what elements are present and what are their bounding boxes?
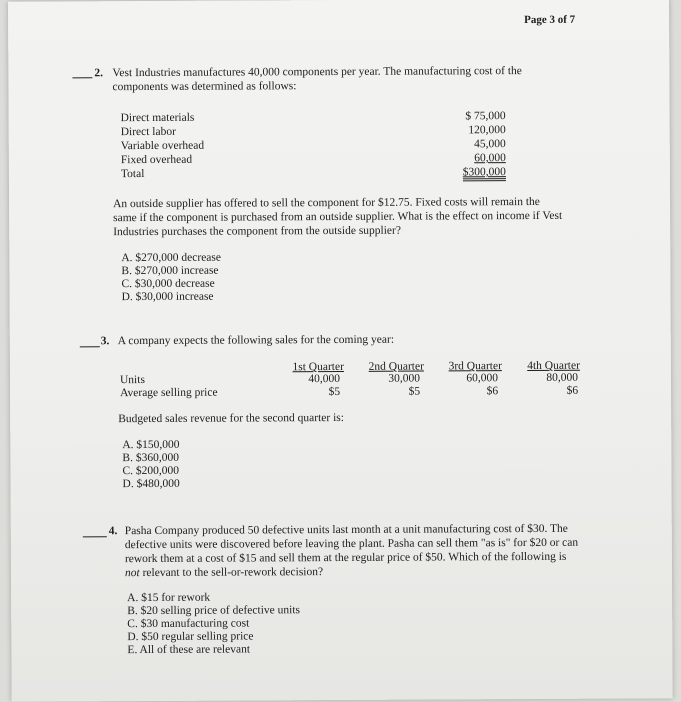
q2-number: 2. xyxy=(94,67,104,80)
choice-item[interactable]: A. $15 for rework xyxy=(127,591,211,605)
cost-label: Direct labor xyxy=(120,125,176,139)
units-value: 40,000 xyxy=(308,372,341,386)
row-label-units: Units xyxy=(119,374,145,387)
q2-text: Vest Industries manufactures 40,000 components per year. The manufacturing cost of the components was determined as follows: xyxy=(112,65,522,94)
q4-choices xyxy=(127,591,300,657)
quarter-header: 1st Quarter xyxy=(292,360,344,374)
choice-item[interactable]: D. $30,000 increase xyxy=(121,290,214,304)
choice-item[interactable]: E. All of these are relevant xyxy=(127,643,251,657)
q3-followup: Budgeted sales revenue for the second quarter is: xyxy=(118,411,345,426)
choice-item[interactable]: C. $30,000 decrease xyxy=(121,277,215,291)
price-value: $6 xyxy=(566,384,579,397)
choice-item[interactable]: D. $50 regular selling price xyxy=(127,630,254,644)
quarter-header: 3rd Quarter xyxy=(448,360,502,373)
units-value: 80,000 xyxy=(546,371,579,384)
cost-row-total xyxy=(121,165,506,181)
q4-number: 4. xyxy=(108,525,118,538)
price-value: $6 xyxy=(486,385,499,398)
choice-item[interactable]: B. $360,000 xyxy=(122,451,179,465)
q3-number: 3. xyxy=(100,335,110,348)
choice-item[interactable]: A. $270,000 decrease xyxy=(121,251,222,265)
choice-item[interactable]: D. $480,000 xyxy=(122,477,180,491)
cost-total-amount: $300,000 xyxy=(463,166,506,181)
q4-text: Pasha Company produced 50 defective units last month at a unit manufacturing cost of $30. The defective units were discovered before leaving the plant. Pasha can sell them "as is" for $20 or can rework them at a cost of $15 and sell them at the regular price of $50. Which of the following is xyxy=(124,522,579,566)
q3-text: A company expects the following sales for the coming year: xyxy=(117,333,395,348)
cost-amount: 120,000 xyxy=(468,124,506,137)
cost-amount: $ 75,000 xyxy=(465,110,506,123)
page-number: Page 3 of 7 xyxy=(524,13,576,27)
choice-item[interactable]: A. $150,000 xyxy=(122,438,180,452)
price-value: $5 xyxy=(328,385,341,399)
q2-choices xyxy=(121,252,221,305)
q4-text-tail: relevant to the sell-or-rework decision? xyxy=(142,566,324,580)
price-value: $5 xyxy=(408,385,421,398)
exam-page xyxy=(8,0,673,702)
cost-label: Total xyxy=(120,168,145,181)
cost-label: Direct materials xyxy=(120,111,195,125)
cost-amount: 45,000 xyxy=(474,138,506,151)
cost-label: Fixed overhead xyxy=(120,153,193,167)
q4-text-emphasis: not xyxy=(124,567,140,580)
choice-item[interactable]: B. $20 selling price of defective units xyxy=(127,604,301,618)
choice-item[interactable]: B. $270,000 increase xyxy=(121,264,219,278)
answer-blank-q2[interactable] xyxy=(72,77,92,78)
choice-item[interactable]: C. $30 manufacturing cost xyxy=(127,617,250,631)
units-value: 60,000 xyxy=(466,372,499,385)
q2-cost-table xyxy=(121,109,506,181)
units-value: 30,000 xyxy=(388,372,421,385)
cost-amount: 60,000 xyxy=(474,152,506,165)
answer-blank-q3[interactable] xyxy=(80,346,100,347)
choice-item[interactable]: C. $200,000 xyxy=(122,464,180,478)
row-label-price: Average selling price xyxy=(120,386,218,400)
quarter-header: 2nd Quarter xyxy=(368,360,424,373)
q2-followup: An outside supplier has offered to sell the component for $12.75. Fixed costs will remain the same if the component is purchased from an outside supplier. What is the effect on income if Vest Industries purchases the component from the outside supplier? xyxy=(113,195,563,239)
q3-sales-table xyxy=(114,359,584,403)
q3-choices xyxy=(122,439,179,491)
q4-text-block xyxy=(125,522,581,580)
cost-label: Variable overhead xyxy=(120,139,205,153)
quarter-header: 4th Quarter xyxy=(527,359,580,373)
answer-blank-q4[interactable] xyxy=(83,536,107,537)
